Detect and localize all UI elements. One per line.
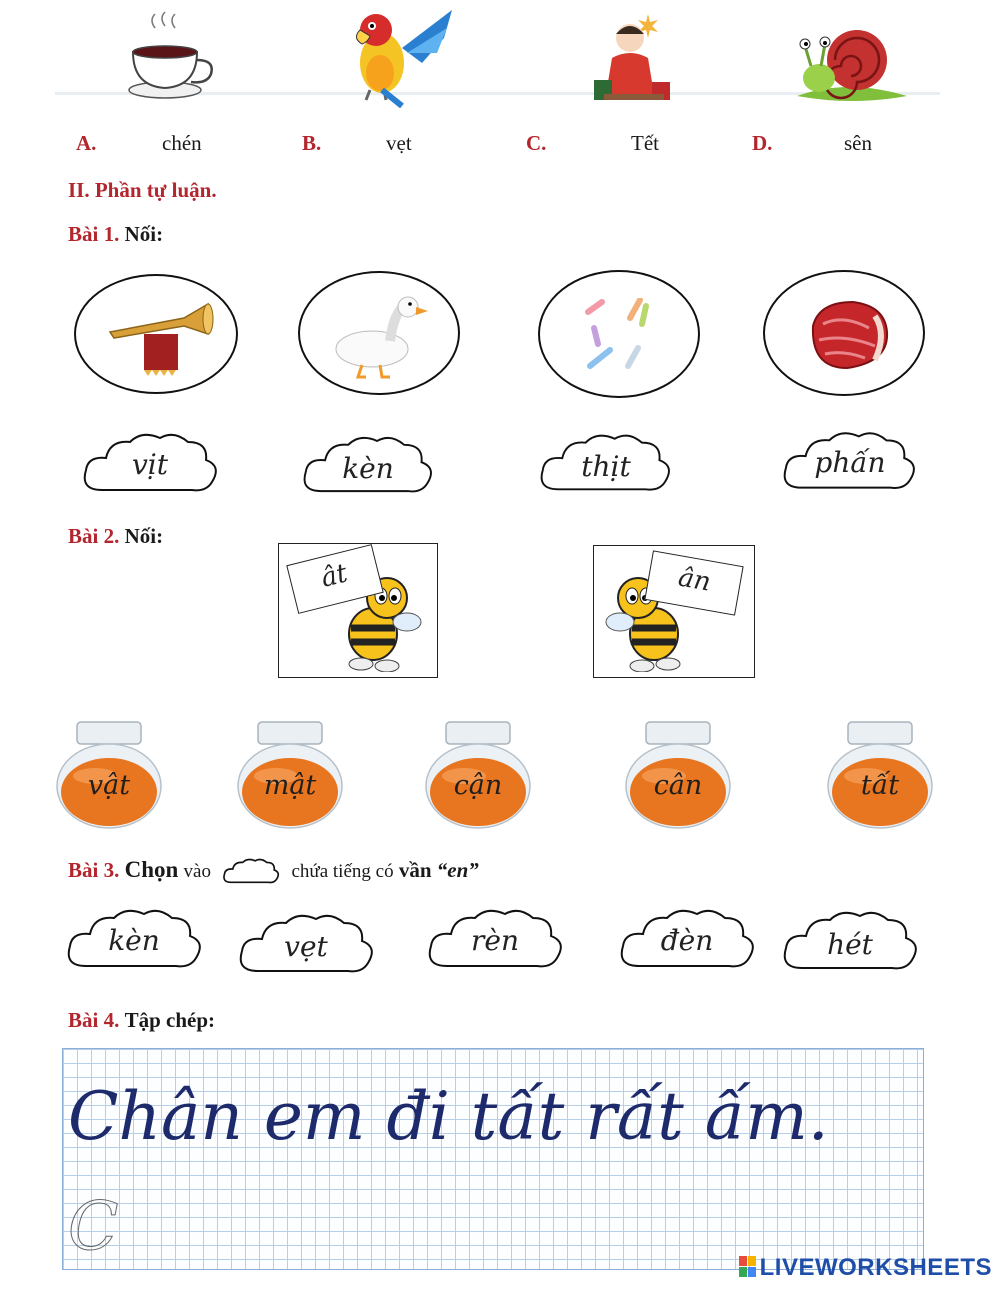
option-b-word: vẹt (386, 131, 412, 155)
bai3-chon: Chọn (124, 856, 179, 882)
teacup-icon (125, 10, 220, 105)
bai3-cloud-den[interactable]: đèn (660, 924, 714, 957)
option-c-letter: C. (526, 131, 547, 155)
picture-oval-chalk[interactable] (538, 270, 700, 398)
picture-oval-meat[interactable] (763, 270, 925, 396)
bee-card-an[interactable] (593, 545, 755, 678)
cloud-icon (222, 856, 280, 888)
chalk-icon (580, 298, 660, 374)
watermark-text: LIVEWORKSHEETS (759, 1254, 992, 1281)
jar-word-can-nang[interactable]: cận (453, 770, 503, 801)
bai3-cloud-ren[interactable]: rèn (471, 924, 519, 957)
logo-blocks-icon (739, 1256, 757, 1285)
option-c-word: Tết (631, 131, 659, 155)
bai4-instruction: Tập chép: (124, 1008, 216, 1032)
part2-title: II. Phần tự luận. (68, 178, 217, 202)
bai1-heading (68, 222, 163, 247)
cloud-word-phan[interactable]: phấn (814, 446, 886, 479)
bai3-van: vần (398, 857, 432, 882)
bai3-target: “en” (436, 857, 479, 882)
meat-icon (805, 296, 891, 376)
jar-word-tat[interactable]: tất (860, 770, 900, 801)
bai1-instruction: Nối: (124, 222, 164, 246)
cloud-word-ken[interactable]: kèn (342, 452, 394, 485)
bai2-heading (68, 524, 163, 549)
option-b-letter: B. (302, 131, 322, 155)
option-d-letter: D. (752, 131, 773, 155)
bai3-cloud-vet[interactable]: vẹt (284, 930, 328, 963)
bai3-cloud-het[interactable]: hét (827, 928, 873, 961)
option-a-word: chén (162, 131, 202, 155)
bee-sign-label-at: ât (318, 558, 351, 594)
jar-word-can[interactable]: cân (653, 770, 703, 801)
bai4-heading (68, 1008, 215, 1033)
jar-word-mat[interactable]: mật (263, 770, 317, 801)
cloud-word-thit[interactable]: thịt (581, 450, 631, 483)
bai1-label: Bài 1. (68, 222, 120, 246)
bee-sign-label-an: ân (676, 562, 714, 598)
copy-sentence: Chân em đi tất rất ấm. (68, 1078, 829, 1155)
bai2-instruction: Nối: (124, 524, 164, 548)
option-d-word: sên (844, 131, 872, 155)
picture-oval-trumpet[interactable] (74, 274, 238, 394)
snail-icon (795, 18, 910, 103)
bai3-heading (68, 856, 479, 888)
jar-word-vat[interactable]: vật (87, 770, 131, 801)
bai3-rest: chứa tiếng có (291, 860, 394, 882)
bai3-cloud-ken[interactable]: kèn (108, 924, 160, 957)
picture-oval-duck[interactable] (298, 271, 460, 395)
duck-icon (330, 291, 430, 381)
parrot-icon (352, 8, 457, 108)
tet-girl-icon (590, 8, 675, 106)
trace-letter: C (68, 1188, 119, 1265)
bai3-vao: vào (183, 860, 211, 882)
cloud-word-vit[interactable]: vịt (131, 448, 169, 481)
liveworksheets-logo (739, 1254, 992, 1285)
bee-card-at[interactable] (278, 543, 438, 678)
bai2-label: Bài 2. (68, 524, 120, 548)
trumpet-icon (104, 294, 214, 380)
bai4-label: Bài 4. (68, 1008, 120, 1032)
option-a-letter: A. (76, 131, 97, 155)
bai3-label: Bài 3. (68, 857, 120, 882)
